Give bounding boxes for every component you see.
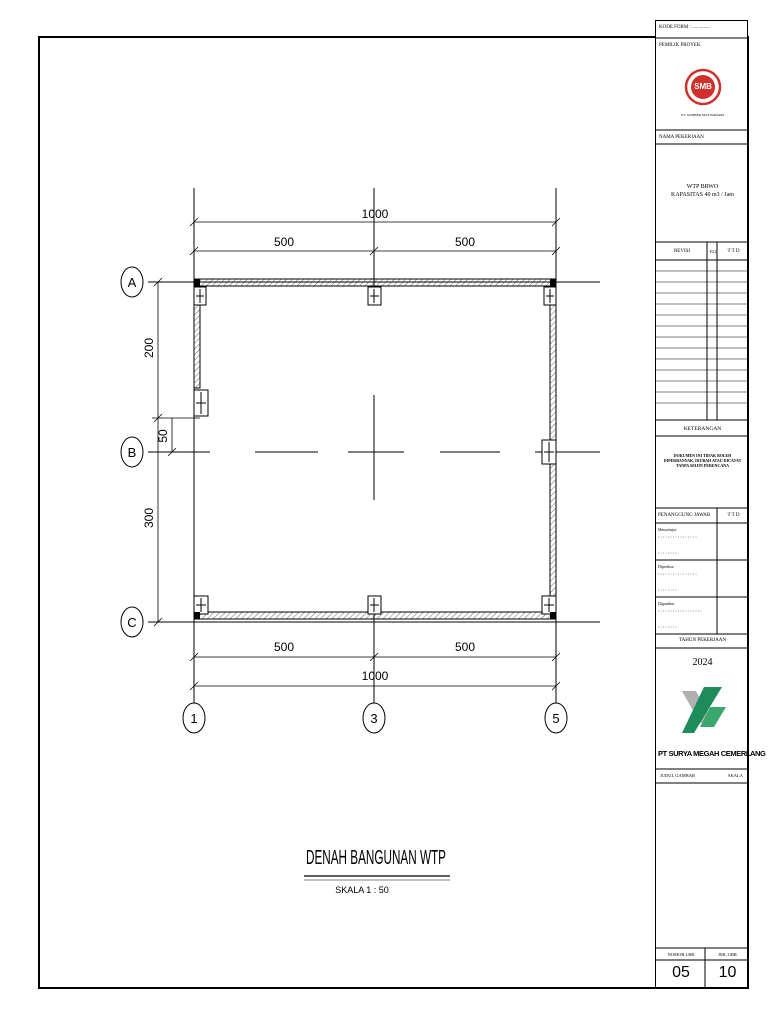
grid-label-c: C — [127, 615, 137, 630]
grid-label-a: A — [127, 275, 137, 290]
pemilik-proyek-label: PEMILIK PROYEK — [659, 43, 701, 48]
column-a5 — [544, 287, 556, 305]
column-b5 — [542, 440, 556, 464]
drawing-title: DENAH BANGUNAN WTP — [306, 847, 446, 869]
grid-lines — [148, 188, 600, 705]
role-diperiksa: Diperiksa — [658, 564, 674, 569]
signature-dots — [658, 531, 718, 641]
column-a3 — [368, 287, 381, 305]
column-c1 — [194, 596, 208, 614]
dim-ab-small: 50 — [156, 429, 170, 443]
building-walls — [194, 279, 556, 619]
dim-half-top-left: 500 — [273, 235, 295, 249]
revisi-label: REVISI — [673, 249, 691, 254]
grid-label-1: 1 — [190, 711, 198, 726]
grid-label-5: 5 — [552, 711, 560, 726]
nama-pekerjaan-label: NAMA PEKERJAAN — [659, 135, 704, 140]
owner-logo-text: SMB — [694, 82, 712, 91]
jml-gbr-value: 10 — [718, 964, 737, 981]
owner-name: PT. SUMBER MAS BAHARI — [681, 113, 724, 117]
column-c3 — [368, 596, 381, 614]
role-menyetujui: Menyetujui — [658, 527, 677, 532]
tgl-label: TGL — [709, 249, 717, 254]
column-mid-left — [194, 390, 208, 416]
penanggung-jawab-label: PENANGGUNG JAWAB — [658, 513, 711, 518]
title-block — [655, 20, 766, 988]
ttd-label: T T D — [727, 249, 740, 254]
keterangan-text: DOKUMEN INI TIDAK BOLEH DIPERBANYAK, DIUBAH ATAU DICATAT TANPA SEIJIN PERENCANA — [663, 453, 742, 468]
project-name-line2: KAPASITAS 40 m3 / Jam — [671, 192, 734, 198]
drawing-scale: SKALA 1 : 50 — [335, 885, 389, 895]
dim-bc: 300 — [142, 507, 156, 529]
dim-half-bottom-left: 500 — [273, 640, 295, 654]
company-name: PT SURYA MEGAH CEMERLANG — [658, 749, 766, 758]
judul-gambar-label: JUDUL GAMBAR — [660, 773, 695, 778]
dim-total-top: 1000 — [361, 207, 389, 221]
tahun-label: TAHUN PEKERJAAN — [679, 638, 726, 643]
jml-gbr-label: JML GBR — [718, 952, 737, 957]
dim-half-bottom-right: 500 — [454, 640, 476, 654]
project-name-line1: WTP BRWO — [686, 184, 719, 190]
column-a1 — [194, 287, 206, 305]
dim-total-bottom: 1000 — [361, 669, 389, 683]
keterangan-label: KETERANGAN — [683, 426, 722, 432]
nomor-lbr-value: 05 — [672, 964, 690, 981]
nomor-lbr-label: NOMOR LBR — [667, 952, 695, 957]
kode-form: KODE FORM : .............. — [659, 25, 710, 30]
grid-label-b: B — [127, 445, 137, 460]
role-digambar: Digambar — [658, 601, 674, 606]
columns — [194, 287, 556, 614]
dim-half-top-right: 500 — [454, 235, 476, 249]
grid-label-3: 3 — [370, 711, 378, 726]
company-logo — [674, 683, 734, 743]
tahun-value: 2024 — [692, 657, 713, 668]
column-c5 — [542, 596, 556, 614]
skala-label: SKALA — [728, 773, 744, 778]
dim-ab: 200 — [142, 337, 156, 359]
ttd2-label: T T D — [727, 513, 740, 518]
